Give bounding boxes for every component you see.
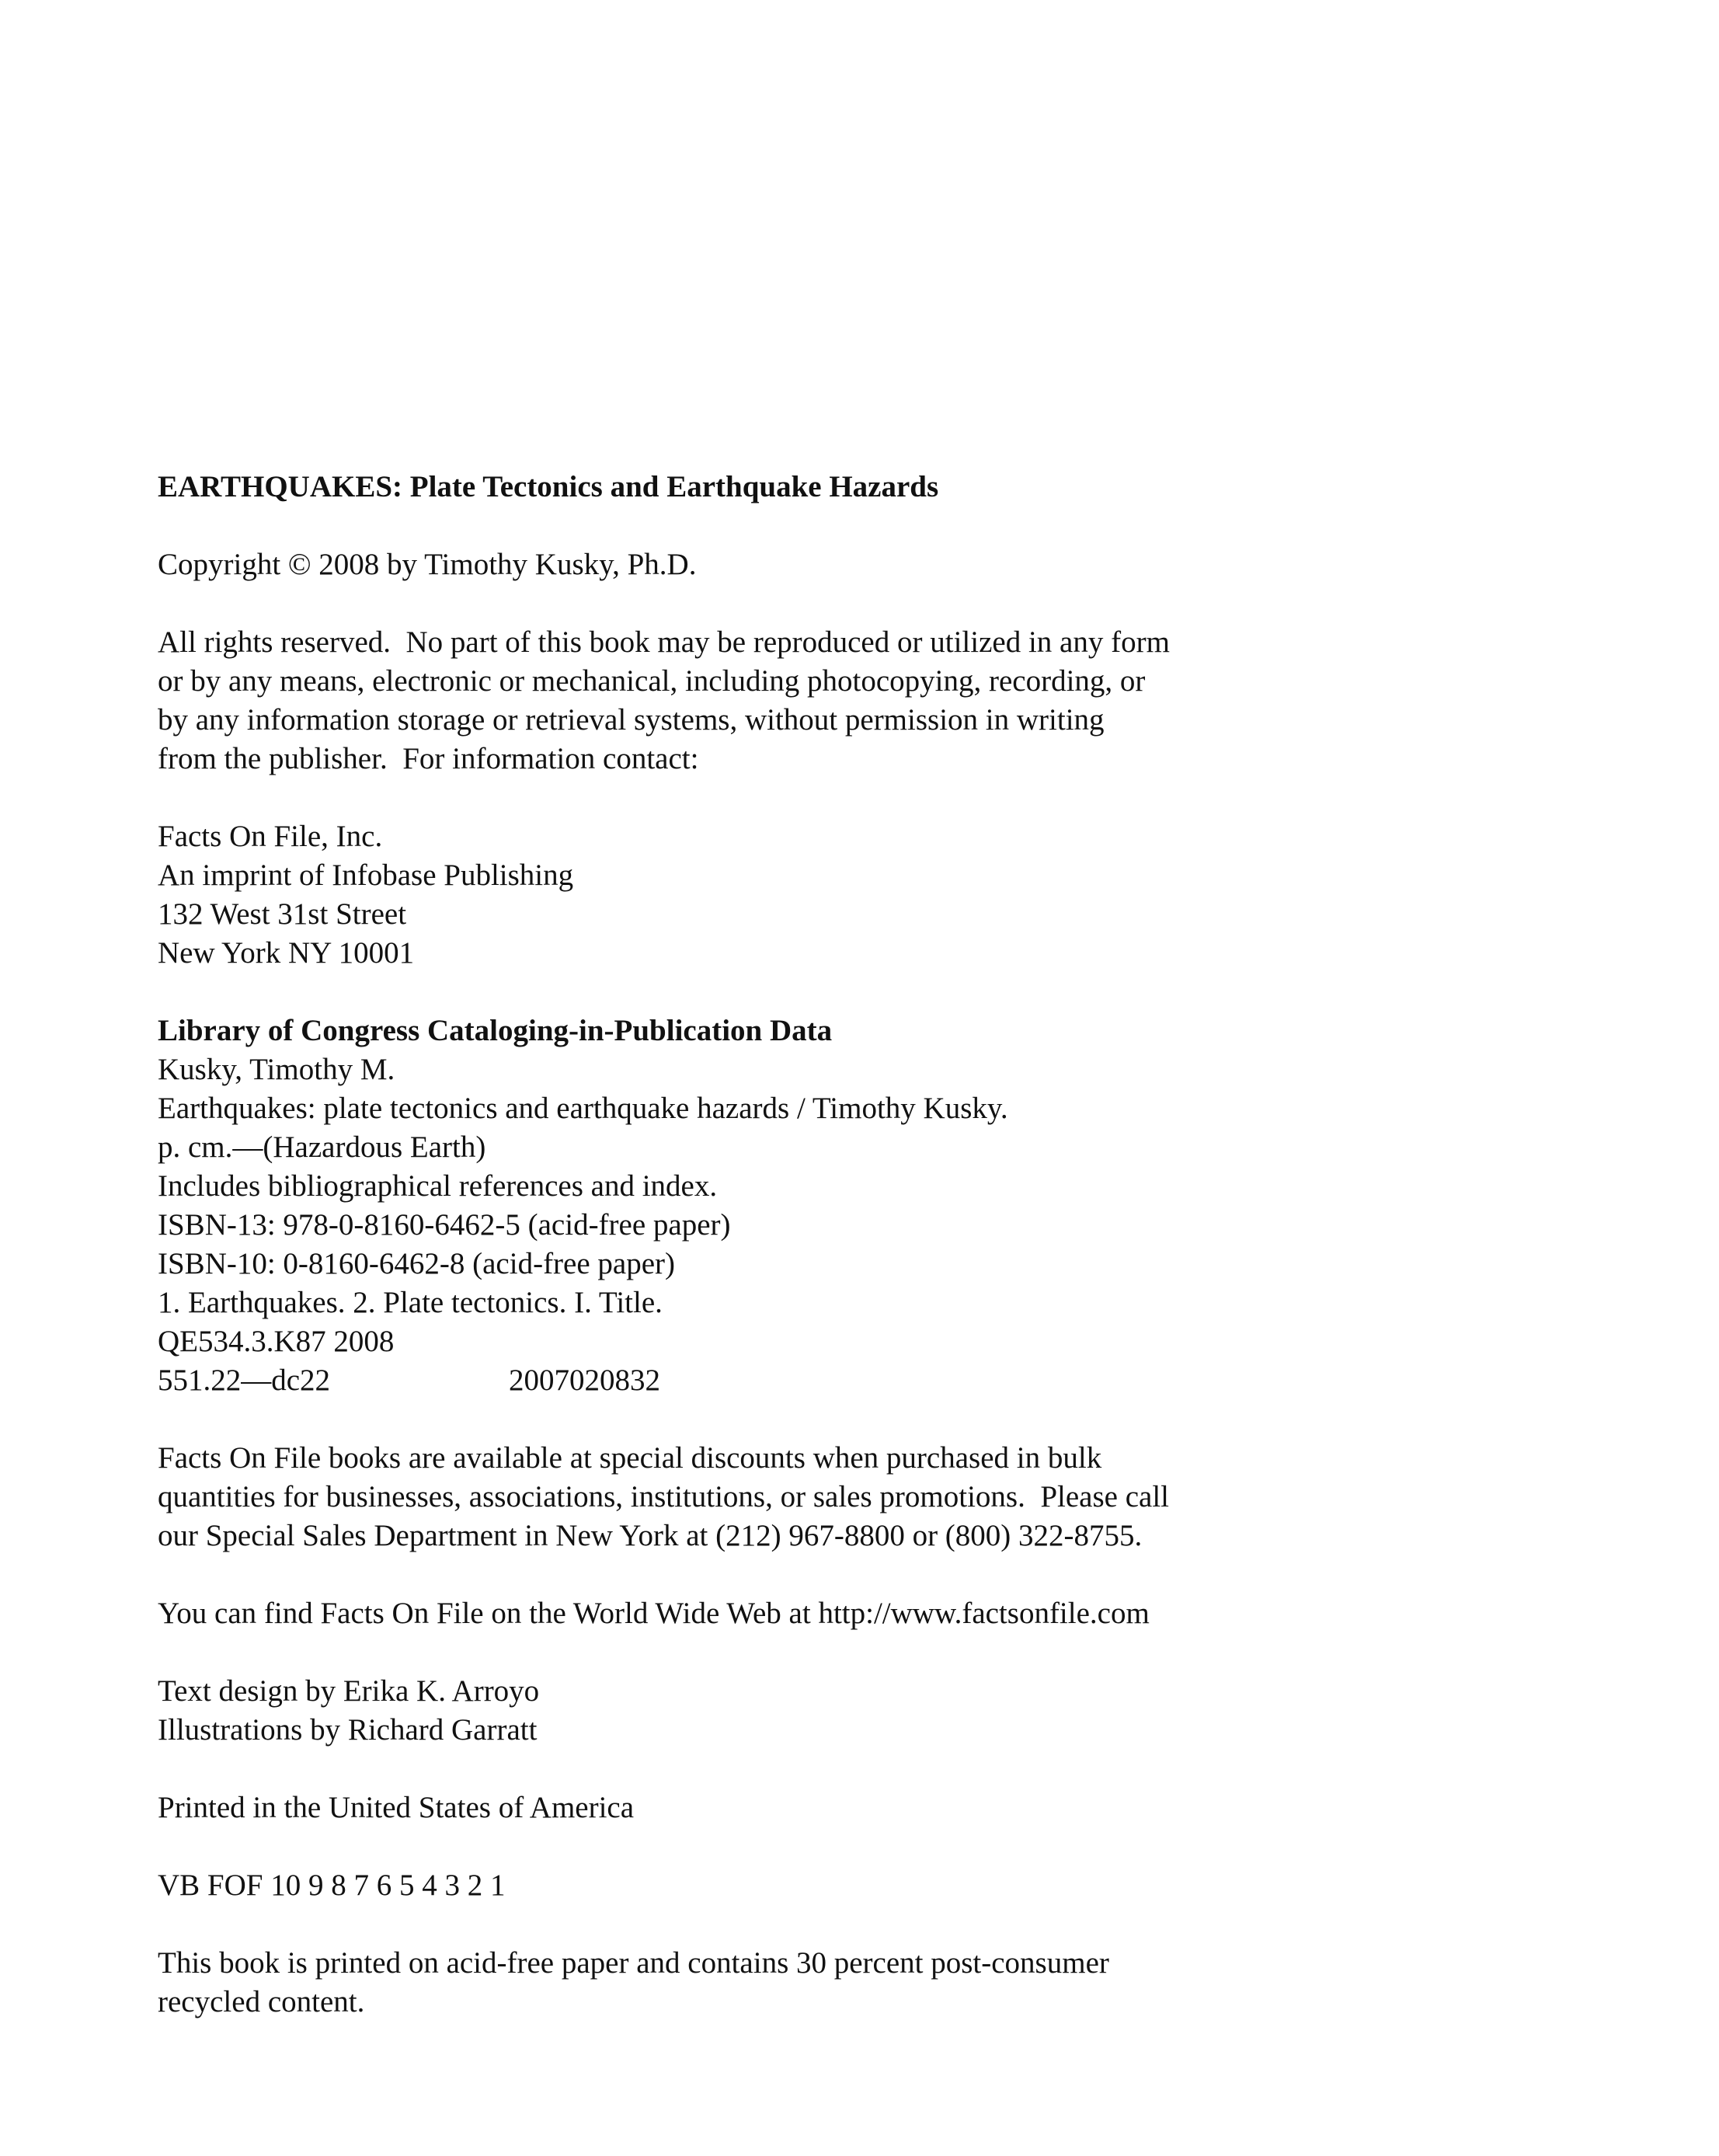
printline-block — [158, 1866, 1478, 1905]
book-title: EARTHQUAKES: Plate Tectonics and Earthquake Hazards — [158, 470, 939, 503]
cip-line: Earthquakes: plate tectonics and earthquake hazards / Timothy Kusky. — [158, 1092, 1008, 1125]
web-address-line: You can find Facts On File on the World Wide Web at http://www.factsonfile.com — [158, 1597, 1150, 1630]
cip-line: p. cm.—(Hazardous Earth) — [158, 1130, 486, 1164]
publisher-line: An imprint of Infobase Publishing — [158, 859, 574, 892]
cip-lccn: 2007020832 — [509, 1364, 660, 1397]
rights-line: from the publisher. For information contact: — [158, 742, 699, 775]
cip-line: Includes bibliographical references and index. — [158, 1169, 718, 1203]
credit-line: Text design by Erika K. Arroyo — [158, 1674, 540, 1708]
book-title-block — [158, 468, 1478, 507]
cip-line: ISBN-13: 978-0-8160-6462-5 (acid-free paper) — [158, 1208, 731, 1242]
rights-line: by any information storage or retrieval systems, without permission in writing — [158, 703, 1105, 737]
web-block — [158, 1594, 1478, 1633]
rights-line: All rights reserved. No part of this book may be reproduced or utilized in any form — [158, 625, 1170, 659]
printed-in-line: Printed in the United States of America — [158, 1791, 635, 1824]
copyright-notice: Copyright © 2008 by Timothy Kusky, Ph.D. — [158, 548, 697, 581]
cip-line: QE534.3.K87 2008 — [158, 1325, 395, 1358]
publisher-line: New York NY 10001 — [158, 936, 415, 970]
cip-line: 1. Earthquakes. 2. Plate tectonics. I. Title. — [158, 1286, 663, 1319]
rights-paragraph — [158, 623, 1478, 778]
printer-key-line: VB FOF 10 9 8 7 6 5 4 3 2 1 — [158, 1869, 506, 1902]
copyright-page — [158, 468, 1478, 2022]
sales-paragraph — [158, 1439, 1478, 1555]
paper-note-line: This book is printed on acid-free paper and contains 30 percent post-consumer — [158, 1946, 1109, 1980]
copyright-block — [158, 545, 1478, 584]
printed-block — [158, 1789, 1478, 1827]
cip-block — [158, 1012, 1478, 1400]
rights-line: or by any means, electronic or mechanical, including photocopying, recording, or — [158, 664, 1146, 698]
sales-line: our Special Sales Department in New York at (212) 967-8800 or (800) 322-8755. — [158, 1519, 1143, 1552]
cip-line: ISBN-10: 0-8160-6462-8 (acid-free paper) — [158, 1247, 676, 1280]
credits-block — [158, 1672, 1478, 1750]
cip-heading: Library of Congress Cataloging-in-Publication Data — [158, 1014, 833, 1047]
paper-note-line: recycled content. — [158, 1985, 365, 2018]
publisher-line: 132 West 31st Street — [158, 897, 407, 931]
publisher-address — [158, 817, 1478, 973]
cip-dewey: 551.22—dc22 — [158, 1364, 331, 1397]
cip-line: Kusky, Timothy M. — [158, 1053, 395, 1086]
cip-dewey-row — [158, 1361, 1478, 1400]
credit-line: Illustrations by Richard Garratt — [158, 1713, 538, 1747]
sales-line: quantities for businesses, associations, institutions, or sales promotions. Please call — [158, 1480, 1170, 1513]
publisher-line: Facts On File, Inc. — [158, 820, 383, 853]
sales-line: Facts On File books are available at special discounts when purchased in bulk — [158, 1441, 1102, 1475]
paper-note-block — [158, 1944, 1478, 2022]
